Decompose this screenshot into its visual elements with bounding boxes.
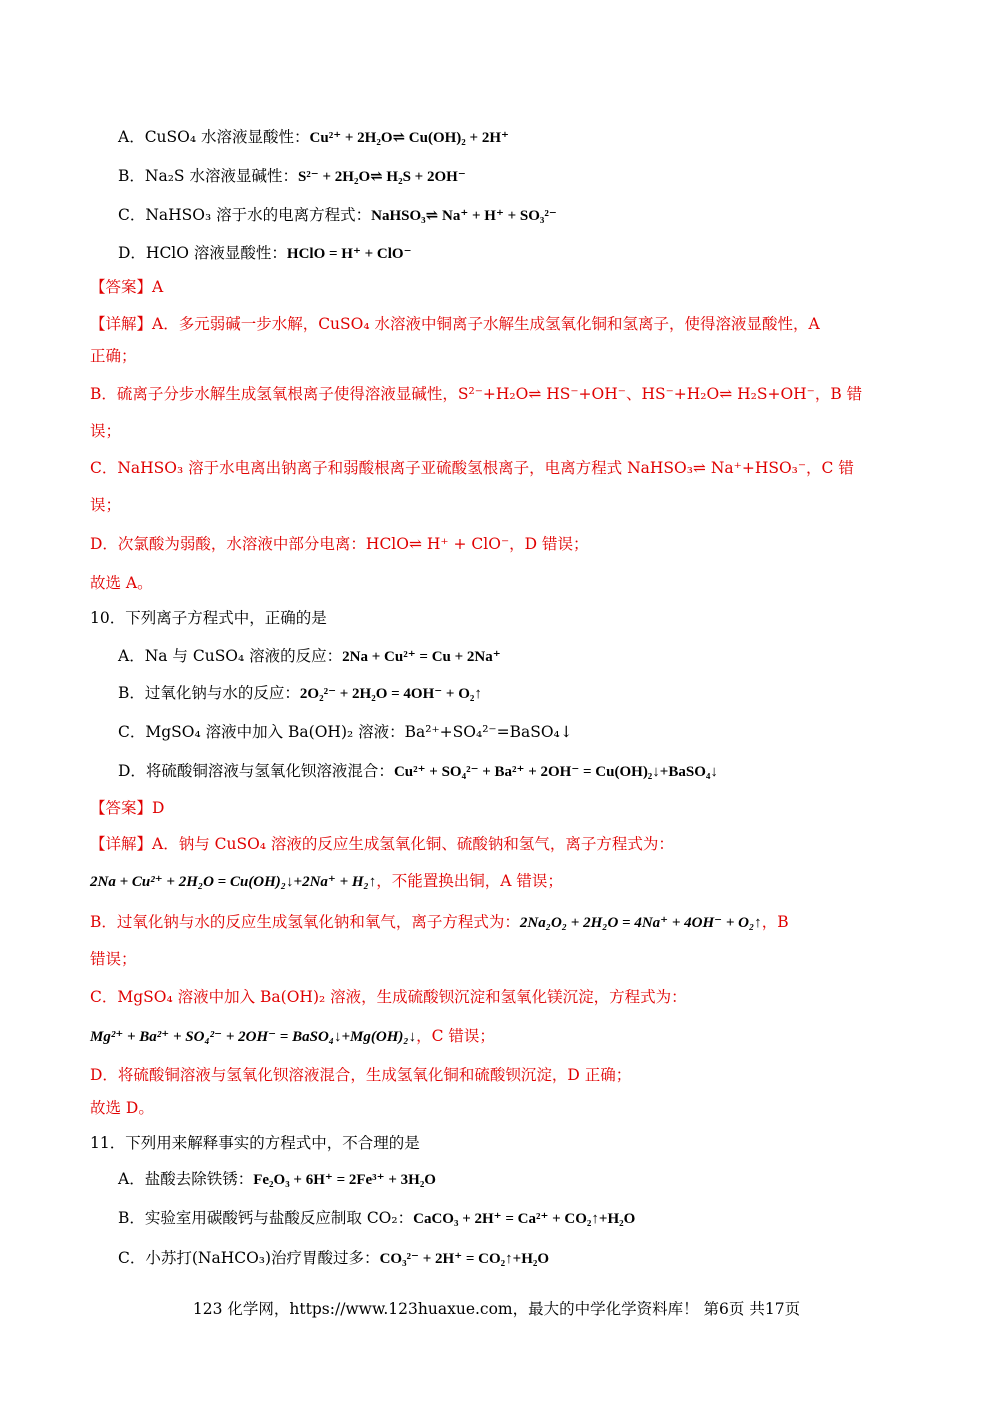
q10-option-b-text: B．过氧化钠与水的反应： [118, 684, 300, 702]
q9-option-d [118, 242, 412, 265]
q9-detail-c-line2: 误； [90, 496, 122, 514]
q11-option-b-text: B．实验室用碳酸钙与盐酸反应制取 CO₂： [118, 1209, 414, 1227]
q10-detail-b-tail: ，B [761, 913, 789, 931]
q11-option-c-equation: CO₃²⁻ + 2H⁺ = CO₂↑+H₂O [379, 1251, 550, 1267]
q9-option-a-text: A．CuSO₄ 水溶液显酸性： [118, 128, 310, 146]
q10-stem: 10．下列离子方程式中，正确的是 [90, 609, 327, 627]
q10-answer: 【答案】D [90, 799, 165, 817]
q9-detail-b-line1: B．硫离子分步水解生成氢氧根离子使得溶液显碱性，S²⁻+H₂O⇌ HS⁻+OH⁻、HS⁻+H₂O⇌ H₂S+OH⁻，B 错 [90, 385, 863, 403]
q11-option-a-text: A．盐酸去除铁锈： [118, 1170, 254, 1188]
q9-detail-c-line1: C．NaHSO₃ 溶于水电离出钠离子和弱酸根离子亚硫酸氢根离子，电离方程式 NaHSO₃⇌ Na⁺+HSO₃⁻，C 错 [90, 459, 854, 477]
q9-option-b-text: B．Na₂S 水溶液显碱性： [118, 167, 298, 185]
q11-option-a-equation: Fe₂O₃ + 6H⁺ = 2Fe³⁺ + 3H₂O [253, 1172, 436, 1188]
q10-detail-a-line2 [90, 870, 563, 893]
q9-option-d-text: D．HClO 溶液显酸性： [118, 244, 287, 262]
q10-option-b-equation: 2O₂²⁻ + 2H₂O = 4OH⁻ + O₂↑ [299, 686, 482, 702]
q11-option-c-text: C．小苏打(NaHCO₃)治疗胃酸过多： [118, 1249, 380, 1267]
q9-detail-d: D．次氯酸为弱酸，水溶液中部分电离：HClO⇌ H⁺ + ClO⁻，D 错误； [90, 535, 589, 553]
q10-detail-b-line2: 错误； [90, 950, 137, 968]
q10-option-a-equation: 2Na + Cu²⁺ = Cu + 2Na⁺ [342, 649, 501, 665]
q9-answer: 【答案】A [90, 278, 164, 296]
q9-option-d-equation: HClO = H⁺ + ClO⁻ [286, 246, 412, 262]
q9-option-b [118, 165, 466, 188]
q11-option-b-equation: CaCO₃ + 2H⁺ = Ca²⁺ + CO₂↑+H₂O [413, 1211, 636, 1227]
q9-option-a-equation: Cu²⁺ + 2H₂O⇌ Cu(OH)₂ + 2H⁺ [309, 130, 509, 146]
q10-detail-c-equation: Mg²⁺ + Ba²⁺ + SO₄²⁻ + 2OH⁻ = BaSO₄↓+Mg(OH)₂↓ [90, 1029, 417, 1045]
q10-option-c: C．MgSO₄ 溶液中加入 Ba(OH)₂ 溶液：Ba²⁺+SO₄²⁻=BaSO₄↓ [118, 723, 573, 741]
q10-detail-d: D．将硫酸铜溶液与氢氧化钡溶液混合，生成氢氧化铜和硫酸钡沉淀，D 正确； [90, 1066, 632, 1084]
q9-option-a [118, 126, 509, 149]
q9-conclusion: 故选 A。 [90, 574, 153, 592]
q10-detail-b-text: B．过氧化钠与水的反应生成氢氧化钠和氧气，离子方程式为： [90, 913, 520, 931]
q10-conclusion: 故选 D。 [90, 1099, 154, 1117]
q10-option-a [118, 645, 501, 668]
q9-option-c-equation: NaHSO₃⇌ Na⁺ + H⁺ + SO₃²⁻ [371, 208, 557, 224]
q10-detail-c-text: ，C 错误； [416, 1027, 495, 1045]
q10-option-d-equation: Cu²⁺ + SO₄²⁻ + Ba²⁺ + 2OH⁻ = Cu(OH)₂↓+BaSO₄↓ [393, 764, 718, 780]
q10-detail-a-text: ，不能置换出铜，A 错误； [376, 872, 563, 890]
q9-option-b-equation: S²⁻ + 2H₂O⇌ H₂S + 2OH⁻ [297, 169, 466, 185]
q10-detail-b-equation: 2Na₂O₂ + 2H₂O = 4Na⁺ + 4OH⁻ + O₂↑ [519, 915, 762, 931]
q9-detail-a-line2: 正确； [90, 347, 137, 365]
q10-detail-b-line1 [90, 911, 789, 934]
q10-detail-c-line1: C．MgSO₄ 溶液中加入 Ba(OH)₂ 溶液，生成硫酸钡沉淀和氢氧化镁沉淀，方程式为： [90, 988, 687, 1006]
q9-option-c [118, 204, 557, 227]
q10-detail-a-line1: 【详解】A．钠与 CuSO₄ 溶液的反应生成氢氧化铜、硫酸钠和氢气，离子方程式为： [90, 835, 674, 853]
q11-stem: 11．下列用来解释事实的方程式中，不合理的是 [90, 1134, 420, 1152]
q10-detail-c-line2 [90, 1025, 495, 1048]
q11-option-a [118, 1168, 436, 1191]
q11-option-c [118, 1247, 549, 1270]
q10-option-d [118, 760, 718, 783]
page-footer: 123 化学网，https://www.123huaxue.com，最大的中学化学资料库！ 第6页 共17页 [192, 1300, 801, 1318]
q9-option-c-text: C．NaHSO₃ 溶于水的电离方程式： [118, 206, 372, 224]
q10-detail-a-equation: 2Na + Cu²⁺ + 2H₂O = Cu(OH)₂↓+2Na⁺ + H₂↑ [90, 874, 377, 890]
q10-option-b [118, 682, 482, 705]
q10-option-a-text: A．Na 与 CuSO₄ 溶液的反应： [118, 647, 343, 665]
q10-option-d-text: D．将硫酸铜溶液与氢氧化钡溶液混合： [118, 762, 394, 780]
q9-detail-a-line1: 【详解】A．多元弱碱一步水解，CuSO₄ 水溶液中铜离子水解生成氢氧化铜和氢离子，使得溶液显酸性，A [90, 315, 820, 333]
q11-option-b [118, 1207, 635, 1230]
q9-detail-b-line2: 误； [90, 422, 122, 440]
